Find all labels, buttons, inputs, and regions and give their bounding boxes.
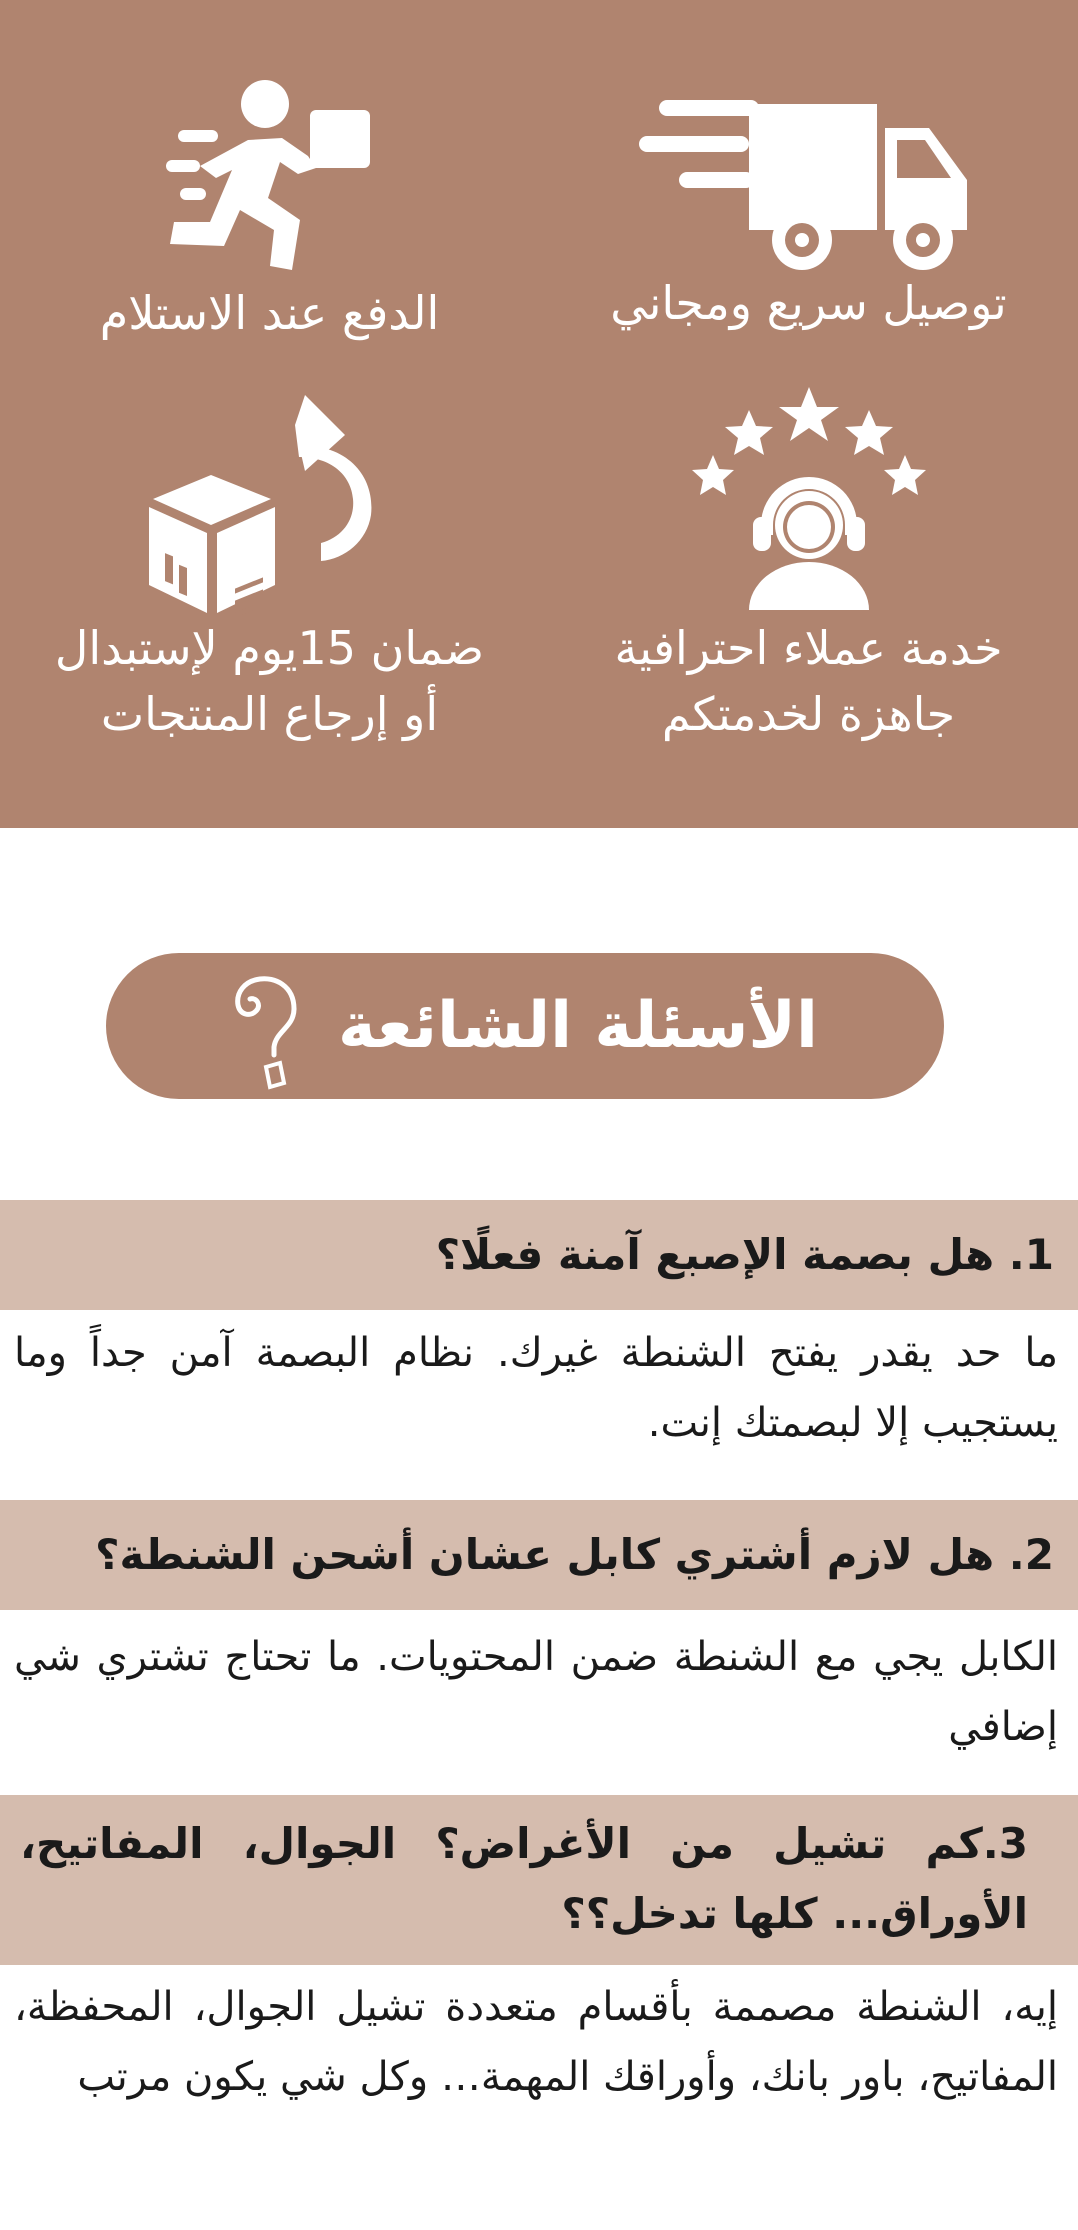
delivery-truck-icon [639,70,979,270]
question-mark-icon [232,971,312,1091]
faq-question-3[interactable]: 3.كم تشيل من الأغراض؟ الجوال، المفاتيح، الأوراق... كلها تدخل؟؟ [0,1795,1078,1965]
feature-label: خدمة عملاء احترافية جاهزة لخدمتكم [614,621,1003,741]
faq-answer-1: ما حد يقدر يفتح الشنطة غيرك. نظام البصمة آمن جداً وما يستجيب إلا لبصمتك إنت. [14,1330,1058,1446]
return-box-icon [145,395,395,615]
faq-answer-2: الكابل يجي مع الشنطة ضمن المحتويات. ما تحتاج تشتري شي إضافي [14,1634,1058,1750]
feature-label: الدفع عند الاستلام [99,286,440,340]
feature-label: توصيل سريع ومجاني [610,276,1007,330]
feature-return-guarantee [0,395,539,747]
faq-heading [106,953,944,1099]
running-courier-icon [160,70,380,280]
faq-answer-3: إيه، الشنطة مصممة بأقسام متعددة تشيل الجوال، المحفظة، المفاتيح، باور بانك، وأوراقك المهمة… وكل شي يكون مرتب [14,1984,1058,2100]
feature-fast-delivery [539,70,1078,336]
faq-question-1[interactable]: 1. هل بصمة الإصبع آمنة فعلًا؟ [0,1200,1078,1310]
faq-question-2[interactable]: 2. هل لازم أشتري كابل عشان أشحن الشنطة؟ [0,1500,1078,1610]
faq-title: الأسئلة الشائعة [338,989,818,1063]
feature-customer-service [539,385,1078,747]
feature-cash-on-delivery [0,70,539,346]
features-banner [0,0,1078,828]
customer-support-icon [689,385,929,615]
feature-label: ضمان 15يوم لإستبدال أو إرجاع المنتجات [54,621,485,741]
